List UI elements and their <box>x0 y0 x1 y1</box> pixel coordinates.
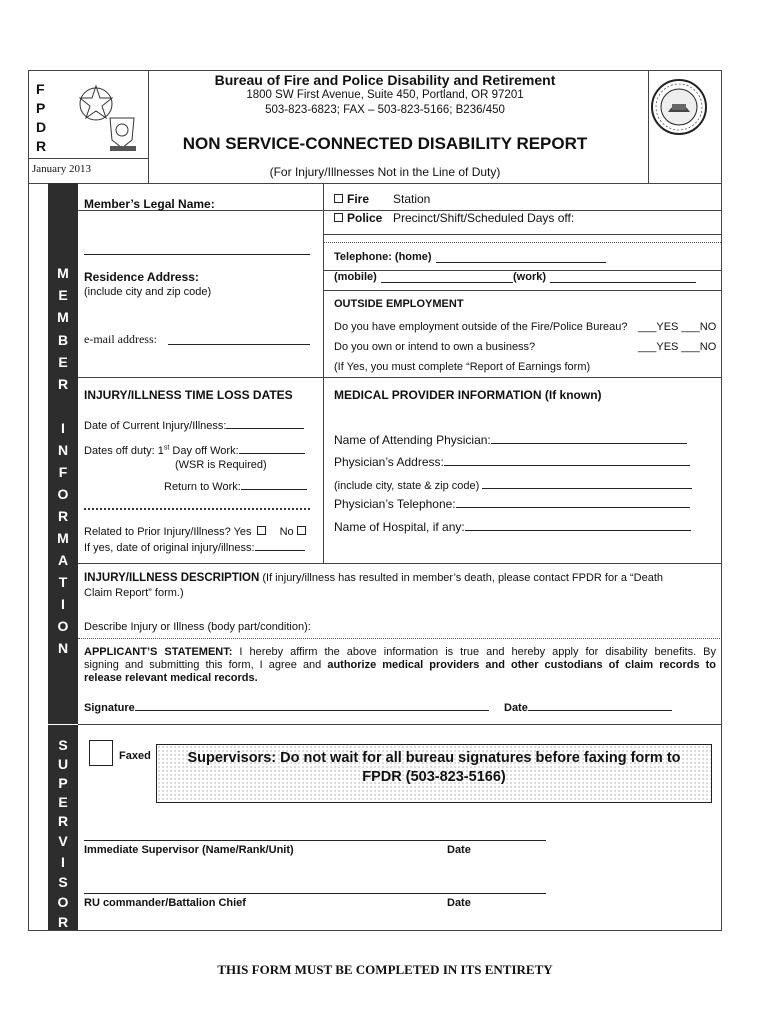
physician-phone-label: Physician’s Telephone: <box>334 497 690 511</box>
city-seal <box>650 78 708 136</box>
physician-address-field-2[interactable] <box>482 478 692 489</box>
fire-police-emblem <box>72 76 142 156</box>
fpdr-letters: F P D R <box>36 81 47 154</box>
hospital-field[interactable] <box>465 520 691 531</box>
supervisor-notice-line1: Supervisors: Do not wait for all bureau signatures before faxing form to <box>187 750 681 766</box>
form-subtitle: (For Injury/Illnesses Not in the Line of Duty) <box>269 165 501 179</box>
date-current-field[interactable] <box>226 418 304 429</box>
station-label: Station <box>393 192 431 206</box>
faxed-checkbox[interactable] <box>89 740 113 766</box>
footer-notice: THIS FORM MUST BE COMPLETED IN ITS ENTIRETY <box>217 962 553 977</box>
physician-name-field[interactable] <box>491 433 687 444</box>
form-date: January 2013 <box>32 163 91 175</box>
physician-address-field[interactable] <box>444 455 690 466</box>
work-field[interactable] <box>550 282 696 283</box>
physician-address-hint: (include city, state & zip code) <box>334 478 692 492</box>
outside-employment-q1: Do you have employment outside of the Fire/Police Bureau? <box>334 321 628 333</box>
physician-phone-field[interactable] <box>456 497 690 508</box>
time-loss-heading: INJURY/ILLNESS TIME LOSS DATES <box>84 388 293 402</box>
ru-commander-date: Date <box>447 897 471 909</box>
fire-option[interactable]: Fire <box>334 192 369 206</box>
statement-date-label: Date <box>504 700 672 714</box>
prior-date-label: If yes, date of original injury/illness: <box>84 540 305 554</box>
date-current-label: Date of Current Injury/Illness: <box>84 418 304 432</box>
dates-off-label: Dates off duty: 1st Day off Work: <box>84 443 305 457</box>
fire-checkbox[interactable] <box>334 194 343 203</box>
police-checkbox[interactable] <box>334 213 343 222</box>
outside-employment-q2-answer[interactable]: ___YES ___NO <box>638 341 717 353</box>
hospital-label: Name of Hospital, if any: <box>334 520 691 534</box>
medical-heading: MEDICAL PROVIDER INFORMATION (If known) <box>334 388 602 402</box>
prior-no-checkbox[interactable] <box>297 526 306 535</box>
work-label: (work) <box>513 271 546 283</box>
form-title: NON SERVICE-CONNECTED DISABILITY REPORT <box>182 134 588 153</box>
return-to-work-field[interactable] <box>241 479 307 490</box>
describe-label: Describe Injury or Illness (body part/condition): <box>84 621 311 633</box>
return-to-work-label: Return to Work: <box>164 479 307 493</box>
precinct-label: Precinct/Shift/Scheduled Days off: <box>393 211 575 225</box>
outside-employment-q2: Do you own or intend to own a business? <box>334 341 536 353</box>
description-note: Claim Report” form.) <box>84 587 184 599</box>
ru-commander-label: RU commander/Battalion Chief <box>84 897 246 909</box>
telephone-home-label: Telephone: (home) <box>334 251 432 263</box>
dotted-separator <box>84 508 310 510</box>
org-address: 1800 SW First Avenue, Suite 450, Portland, OR 97201 <box>246 89 524 101</box>
ru-commander-field[interactable] <box>84 893 546 894</box>
email-label: e-mail address: <box>84 332 157 346</box>
earnings-note: (If Yes, you must complete “Report of Earnings form) <box>334 361 591 373</box>
mobile-label: (mobile) <box>334 271 377 283</box>
physician-address-label: Physician’s Address: <box>334 455 690 469</box>
immediate-supervisor-field[interactable] <box>84 840 546 841</box>
police-option[interactable]: Police <box>334 211 382 225</box>
signature-label: Signature <box>84 700 489 714</box>
org-name: Bureau of Fire and Police Disability and Retirement <box>214 72 556 88</box>
faxed-label: Faxed <box>119 750 151 762</box>
supervisor-notice-line2: FPDR (503-823-5166) <box>362 769 506 785</box>
wsr-required: (WSR is Required) <box>175 459 267 471</box>
legal-name-label: Member’s Legal Name: <box>84 197 215 211</box>
org-contact: 503-823-6823; FAX – 503-823-5166; B236/450 <box>265 104 505 116</box>
signature-field[interactable] <box>135 700 489 711</box>
statement-date-field[interactable] <box>528 700 672 711</box>
residence-hint: (include city and zip code) <box>84 286 212 298</box>
applicant-statement: APPLICANT’S STATEMENT: I hereby affirm the above information is true and hereby apply for disability benefits. By signing and submitting this form, I agree and authorize medical providers and other custodians of claim records to release relevant medical records. <box>84 646 716 684</box>
physician-name-label: Name of Attending Physician: <box>334 433 687 447</box>
description-heading: INJURY/ILLNESS DESCRIPTION (If injury/illness has resulted in member’s death, please contact FPDR for a “Death <box>84 572 664 584</box>
outside-employment-q1-answer[interactable]: ___YES ___NO <box>638 321 717 333</box>
first-day-off-field[interactable] <box>239 443 305 454</box>
immediate-supervisor-label: Immediate Supervisor (Name/Rank/Unit) <box>84 844 294 856</box>
email-field[interactable] <box>168 344 310 345</box>
prior-yes-checkbox[interactable] <box>257 526 266 535</box>
residence-label: Residence Address: <box>84 270 199 284</box>
legal-name-field[interactable] <box>84 254 310 255</box>
immediate-supervisor-date: Date <box>447 844 471 856</box>
related-prior-label: Related to Prior Injury/Illness? Yes No <box>84 526 310 538</box>
mobile-field[interactable] <box>381 282 513 283</box>
prior-date-field[interactable] <box>255 540 305 551</box>
outside-employment-heading: OUTSIDE EMPLOYMENT <box>334 298 464 310</box>
telephone-home-field[interactable] <box>436 262 606 263</box>
